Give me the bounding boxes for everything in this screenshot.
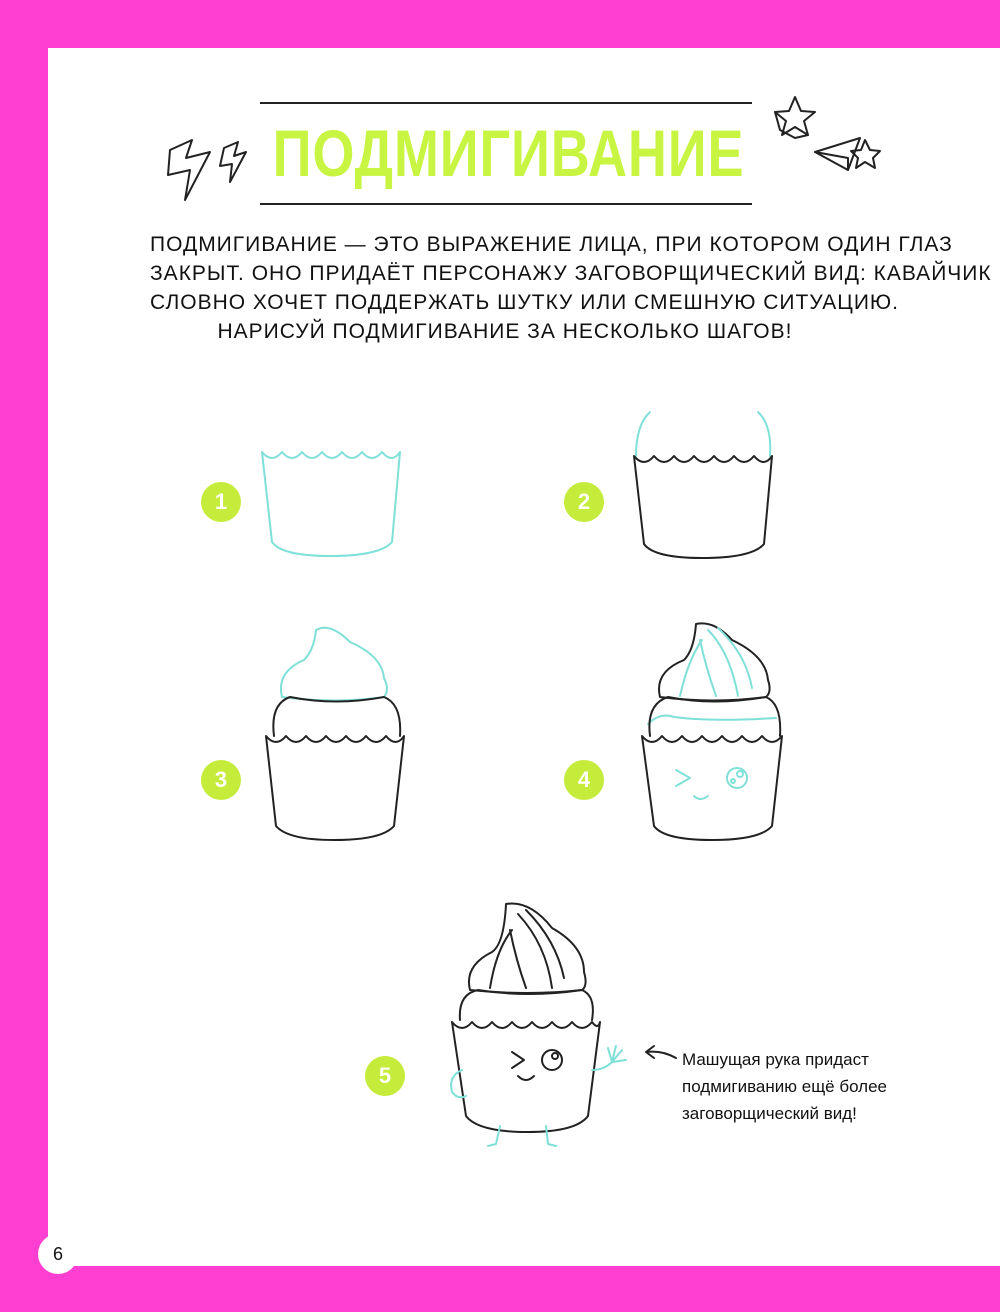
cupcake-step-3 xyxy=(266,628,404,840)
intro-line: ПОДМИГИВАНИЕ — ЭТО ВЫРАЖЕНИЕ ЛИЦА, ПРИ КОТОРОМ ОДИН ГЛАЗ xyxy=(150,233,953,256)
tip-line: заговорщический вид! xyxy=(682,1104,857,1123)
arrow-icon xyxy=(646,1046,676,1058)
page-title: ПОДМИГИВАНИЕ xyxy=(272,116,745,190)
intro-line: СЛОВНО ХОЧЕТ ПОДДЕРЖАТЬ ШУТКУ ИЛИ СМЕШНУЮ СИТУАЦИЮ. xyxy=(150,291,899,314)
star-icon xyxy=(775,97,815,138)
tip-line: Машущая рука придаст xyxy=(682,1050,869,1069)
intro-line: НАРИСУЙ ПОДМИГИВАНИЕ ЗА НЕСКОЛЬКО ШАГОВ! xyxy=(217,320,793,343)
tip-note xyxy=(682,1046,932,1127)
cupcake-step-1 xyxy=(262,452,400,556)
step-badge-2: 2 xyxy=(564,482,604,522)
lightning-icon xyxy=(168,140,246,200)
cupcake-step-2 xyxy=(634,412,772,558)
tip-line: подмигиванию ещё более xyxy=(682,1077,888,1096)
intro-line: ЗАКРЫТ. ОНО ПРИДАЁТ ПЕРСОНАЖУ ЗАГОВОРЩИЧЕСКИЙ ВИД: КАВАЙЧИК xyxy=(150,262,992,285)
page-number: 6 xyxy=(38,1234,78,1274)
step-badge-3: 3 xyxy=(201,760,241,800)
cupcake-step-4 xyxy=(642,623,782,840)
cupcake-step-5 xyxy=(451,904,626,1147)
step-badge-5: 5 xyxy=(365,1056,405,1096)
paper-plane-icon xyxy=(815,138,880,170)
step-badge-4: 4 xyxy=(564,760,604,800)
step-badge-1: 1 xyxy=(201,482,241,522)
